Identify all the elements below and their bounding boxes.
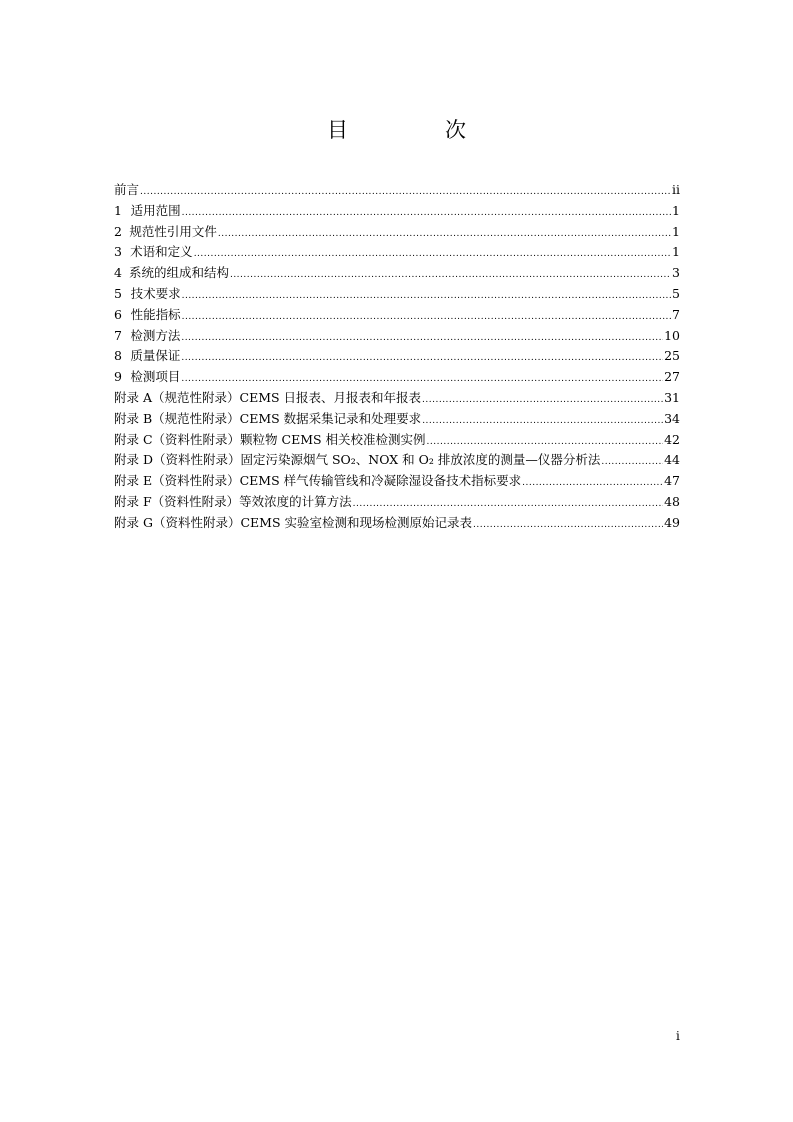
toc-leader-dots [181,353,663,363]
toc-leader-dots [230,270,671,280]
toc-entry-4[interactable] [114,263,680,284]
toc-entry-label: 附录 D（资料性附录）固定污染源烟气 SO₂、NOX 和 O₂ 排放浓度的测量—仪器分析法 [114,452,601,468]
toc-entry-page: 1 [672,223,680,239]
toc-leader-dots [182,291,671,301]
toc-entry-2[interactable] [114,222,680,243]
toc-leader-dots [182,208,671,218]
toc-entry-label: 质量保证 [130,348,181,364]
toc-entry-number: 1 [114,202,122,218]
toc-entry-number: 5 [114,285,122,301]
toc-entry-6[interactable] [114,305,680,326]
toc-entry-page: 47 [664,473,680,489]
toc-entry-label: 附录 A（规范性附录）CEMS 日报表、月报表和年报表 [114,389,422,405]
toc-entry-label: 附录 F（资料性附录）等效浓度的计算方法 [114,493,352,509]
toc-leader-dots [353,499,663,509]
toc-entry-page: 1 [672,244,680,260]
toc-leader-dots [422,416,663,426]
toc-entry-label: 技术要求 [130,285,181,301]
toc-entry-page: 7 [672,306,680,322]
page-title: 目 次 [327,118,504,142]
toc-entry-number: 7 [114,327,122,343]
toc-leader-dots [182,312,671,322]
toc-entry-preface[interactable] [114,180,680,201]
toc-entry-7[interactable] [114,326,680,347]
toc-entry-appendix-a[interactable] [114,388,680,409]
toc-entry-page: 5 [672,285,680,301]
toc-entry-page: 49 [664,514,680,530]
toc-entry-page: 1 [672,202,680,218]
table-of-contents [114,180,680,534]
toc-entry-page: 25 [664,348,680,364]
toc-entry-page: 44 [664,452,680,468]
toc-entry-number: 6 [114,306,122,322]
toc-entry-number: 9 [114,369,122,385]
toc-entry-page: 42 [664,431,680,447]
toc-entry-1[interactable] [114,201,680,222]
toc-entry-page: 3 [672,265,680,281]
toc-entry-label: 术语和定义 [130,244,193,260]
toc-entry-number: 2 [114,223,122,239]
toc-entry-page: 27 [664,369,680,385]
toc-entry-page: 10 [664,327,680,343]
toc-leader-dots [473,520,663,530]
toc-entry-appendix-d[interactable] [114,450,680,471]
toc-entry-appendix-e[interactable] [114,471,680,492]
toc-entry-appendix-g[interactable] [114,513,680,534]
toc-entry-page: 31 [664,389,680,405]
toc-leader-dots [181,333,663,343]
toc-entry-9[interactable] [114,367,680,388]
toc-entry-8[interactable] [114,346,680,367]
toc-entry-label: 附录 C（资料性附录）颗粒物 CEMS 相关校准检测实例 [114,431,426,447]
toc-entry-3[interactable] [114,242,680,263]
toc-leader-dots [218,229,671,239]
toc-leader-dots [427,437,664,447]
toc-entry-label: 规范性引用文件 [129,223,217,239]
toc-entry-appendix-b[interactable] [114,409,680,430]
toc-entry-appendix-c[interactable] [114,430,680,451]
toc-entry-label: 附录 G（资料性附录）CEMS 实验室检测和现场检测原始记录表 [114,514,472,530]
toc-leader-dots [194,249,671,259]
toc-entry-number: 3 [114,244,122,260]
toc-entry-label: 检测方法 [130,327,181,343]
toc-entry-appendix-f[interactable] [114,492,680,513]
toc-entry-5[interactable] [114,284,680,305]
toc-entry-label: 性能指标 [130,306,181,322]
page-number: i [676,1029,680,1043]
toc-leader-dots [601,457,663,467]
toc-entry-label: 附录 E（资料性附录）CEMS 样气传输管线和冷凝除湿设备技术指标要求 [114,473,522,489]
toc-entry-number: 4 [114,265,122,281]
toc-entry-number: 8 [114,348,122,364]
toc-entry-page: 34 [664,410,680,426]
toc-entry-label: 前言 [114,182,140,197]
toc-leader-dots [181,374,663,384]
toc-leader-dots [422,395,663,405]
toc-entry-label: 系统的组成和结构 [128,265,229,281]
toc-entry-label: 附录 B（规范性附录）CEMS 数据采集记录和处理要求 [114,410,422,426]
toc-entry-page: ii [672,182,680,197]
toc-entry-label: 检测项目 [130,369,181,385]
toc-entry-page: 48 [664,493,680,509]
toc-leader-dots [140,187,671,197]
toc-entry-label: 适用范围 [130,202,181,218]
toc-leader-dots [522,478,663,488]
